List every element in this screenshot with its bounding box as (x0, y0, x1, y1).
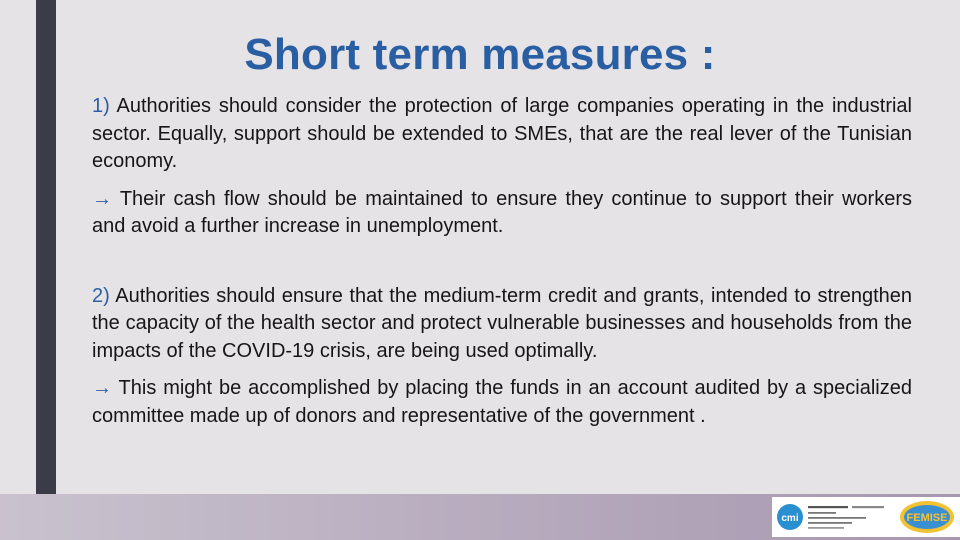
point-1-consequence-text: Their cash flow should be maintained to ensure they continue to support their workers and avoid a further increase in unemployment. (92, 187, 912, 237)
point-2-consequence (92, 375, 912, 430)
point-2-text: Authorities should ensure that the medium-term credit and grants, intended to strengthen the capacity of the health sector and protect vulnerable businesses and households from the impacts of the COVID-19 crisis, are being used optimally. (92, 284, 912, 362)
left-accent-bar (36, 0, 56, 540)
slide-body (92, 93, 912, 430)
partner-logos (772, 497, 960, 537)
point-1-consequence (92, 186, 912, 241)
point-1 (92, 93, 912, 176)
point-2-number: 2) (92, 284, 110, 307)
slide-title: Short term measures : (244, 30, 716, 79)
cmi-logo-mark: cmi (781, 513, 799, 524)
cmi-logo (776, 501, 888, 533)
point-2 (92, 283, 912, 366)
arrow-right-icon: → (92, 187, 112, 210)
point-1-number: 1) (92, 95, 110, 117)
arrow-right-icon: → (92, 377, 112, 399)
point-1-text: Authorities should consider the protection of large companies operating in the industrial sector. Equally, support should be extended to SMEs, that are the real lever of the Tunisian economy. (92, 95, 912, 172)
femise-logo (898, 499, 956, 535)
point-2-consequence-text: This might be accomplished by placing the funds in an account audited by a specialized committee made up of donors and representative of the government . (92, 377, 912, 427)
femise-logo-text: FEMISE (906, 512, 948, 524)
